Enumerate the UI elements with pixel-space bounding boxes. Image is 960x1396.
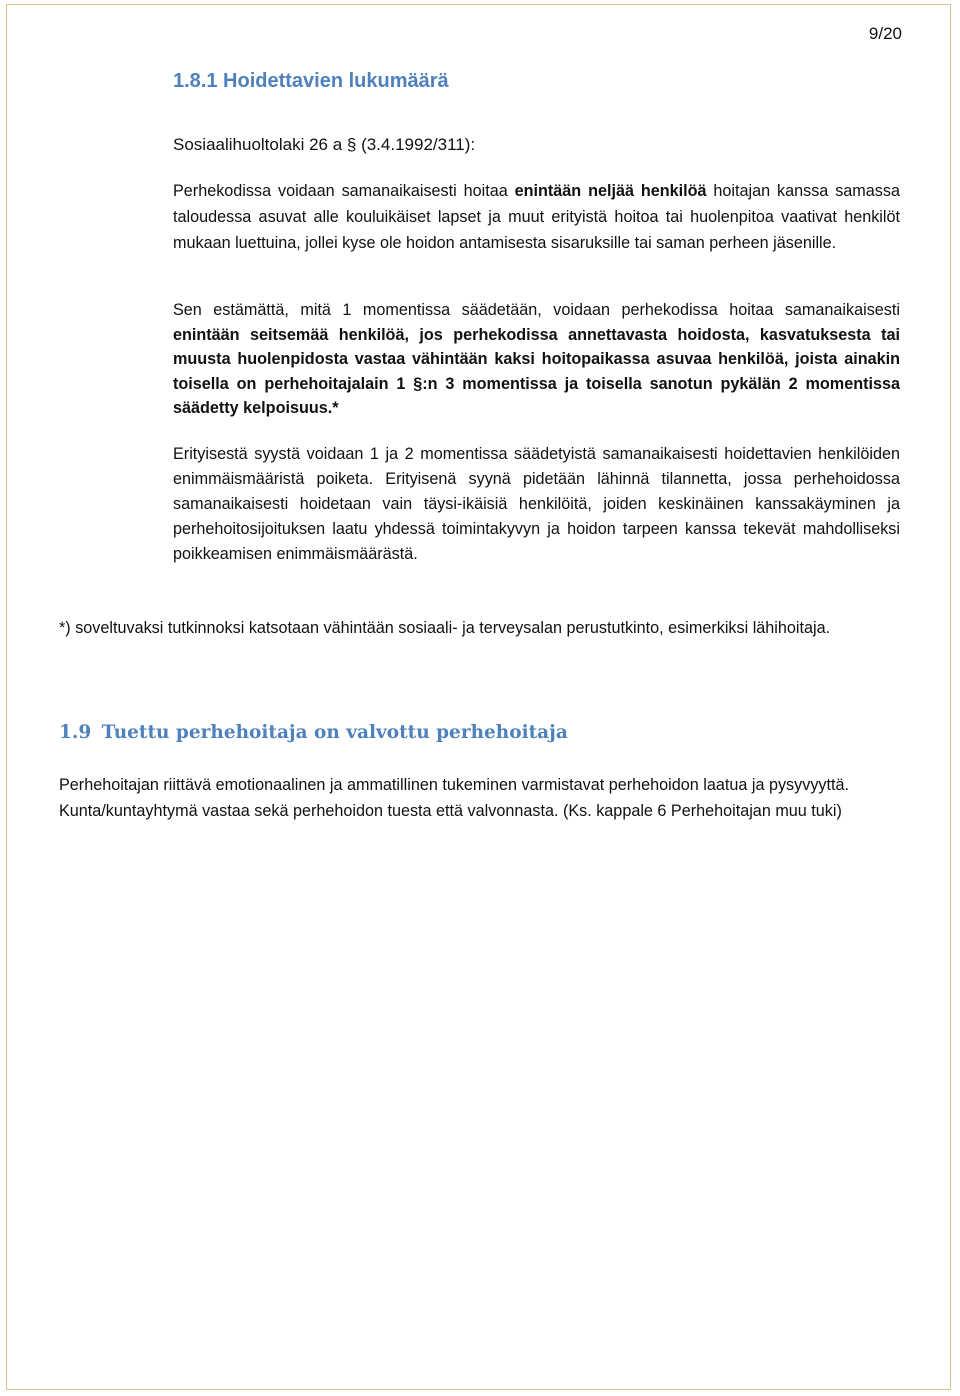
law-reference: Sosiaalihuoltolaki 26 a § (3.4.1992/311):: [173, 135, 476, 154]
paragraph-section-1-9: Perhehoitajan riittävä emotionaalinen ja ammatillinen tukeminen varmistavat perhehoidon laatua ja pysyvyyttä. Kunta/kuntayhtymä vastaa sekä perhehoidon tuesta että valvonnasta. (Ks. kappale 6 Perhehoitajan muu tuki): [59, 776, 850, 820]
paragraph-1: [173, 178, 900, 256]
paragraph-2: [173, 298, 900, 421]
section-number: 1.9: [59, 722, 92, 743]
paragraph-2-text-a: Sen estämättä, mitä 1 momentissa säädetään, voidaan perhekodissa hoitaa samanaikaisesti: [173, 301, 900, 319]
section-heading-1-8-1: 1.8.1 Hoidettavien lukumäärä: [173, 70, 449, 92]
section-heading-1-9: [59, 722, 568, 743]
paragraph-2-bold: enintään seitsemää henkilöä, jos perhekodissa annettavasta hoidosta, kasvatuksesta tai muusta huolenpidosta vastaa vähintään kaksi hoitopaikassa asuvaa henkilöä, joista ainakin toisella on perhehoitajalain 1 §:n 3 momentissa ja toisella sanotun pykälän 2 momentissa säädetty kelpoisuus.*: [173, 325, 900, 417]
paragraph-1-text-a: Perhekodissa voidaan samanaikaisesti hoitaa: [173, 182, 515, 200]
paragraph-3: Erityisestä syystä voidaan 1 ja 2 momentissa säädetyistä samanaikaisesti hoidettavien henkilöiden enimmäismääristä poiketa. Erityisenä syynä pidetään lähinnä tilannetta, jossa perhehoidossa samanaikaisesti hoidetaan vain täysi-ikäisiä henkilöitä, joiden keskinäinen kanssakäyminen ja perhehoitosijoituksen laatu yhdessä toimintakyvyn ja hoidon tarpeen kanssa tekevät mahdolliseksi poikkeamisen enimmäismäärästä.: [173, 445, 900, 563]
footnote: *) soveltuvaksi tutkinnoksi katsotaan vähintään sosiaali- ja terveysalan perustutkinto, esimerkiksi lähihoitaja.: [59, 619, 831, 637]
section-title: Tuettu perhehoitaja on valvottu perhehoitaja: [101, 722, 568, 743]
page-number: 9/20: [868, 24, 902, 43]
paragraph-1-bold: enintään neljää henkilöä: [514, 182, 707, 200]
paragraph-1-text-b: hoitajan kanssa samassa taloudessa asuvat alle kouluikäiset lapset ja muut erityistä hoitoa tai huolenpitoa vaativat henkilöt mukaan luettuina, jollei kyse ole hoidon antamisesta sisaruksille tai saman perheen jäsenille.: [173, 182, 900, 252]
